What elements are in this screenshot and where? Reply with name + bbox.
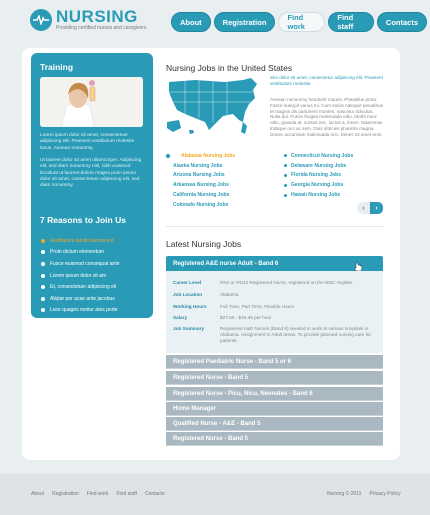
state-job-link[interactable]: Hawaii Nursing Jobs [284,190,353,200]
main-nav [171,12,430,32]
jobs-intro-text: Sim dolor sit amet, consectetur adipiscing elit. Praesent vestibulum molestie. [270,75,383,86]
reason-item[interactable]: Aliqtar per acae ante jacobus [41,293,120,305]
reasons-list [41,235,120,316]
copyright: Nursing © 2011 [327,491,362,497]
state-job-link[interactable]: Arizona Nursing Jobs [173,172,225,179]
state-job-link[interactable]: Alabama Nursing Jobs [166,151,235,161]
state-list-right [284,151,353,200]
nav-registration[interactable]: Registration [214,12,276,32]
latest-jobs-title: Latest Nursing Jobs [166,239,242,249]
reason-item[interactable]: Et, consectetuer adipiscing eli [41,281,120,293]
accordion-header-open[interactable]: Registered A&E nurse Adult - Band 6 [166,256,383,271]
section-divider [166,226,384,227]
nav-find-staff[interactable]: Find staff [328,12,374,32]
state-job-link[interactable]: Arkansas Nursing Jobs [173,182,229,189]
usa-map[interactable] [165,74,261,142]
state-job-link[interactable]: Delaware Nursing Jobs [284,161,353,171]
state-job-link[interactable]: Connecticut Nursing Jobs [284,151,353,161]
nurse-photo [40,77,143,127]
accordion-item[interactable]: Registered Nurse - Band 5 [166,371,383,385]
jobs-body-text: Aenean nonummy hendrerit mauris. Phasellus porta. Fusce suscipit varius mi. Cum sociis natoque penatibus et magnis dis parturient montes, nascetur ridiculus. Nulla dui. Fusce feugiat malesuada odio. Morbi nunc odio, gravida at, cursus nec, luctus a, lorem. Maecenas tristique orci ac sem. Duis ultricies pharetra magna. Donec accumsan malesuada orci. Donec sit amet eros. [270,97,383,137]
accordion-item[interactable]: Home Manager [166,402,383,416]
logo[interactable] [30,8,146,31]
footer-right [327,491,409,497]
nav-contacts[interactable]: Contacts [377,12,427,32]
state-pager [357,202,383,214]
state-list-left [166,151,235,210]
sidebar [31,53,153,318]
accordion-item[interactable]: Registered Nurse - Picu, Nicu, Neonates - Band 6 [166,387,383,401]
prev-arrow-icon[interactable]: ‹ [357,202,370,214]
accordion-item[interactable]: Registered Paediatric Nurse - Band 5 or 6 [166,355,383,369]
footer-link-find-work[interactable]: Find work [86,491,109,497]
brand-name: NURSING [56,7,138,26]
footer-link-find-staff[interactable]: Find staff [116,491,137,497]
state-job-link[interactable]: Florida Nursing Jobs [284,171,353,181]
training-text-1: Lorem ipsum dolor sit amet, consectetuer adipiscing elit. Praesent vestibulum molestie lacus. Aenean nonummy. [40,133,135,151]
reason-item[interactable]: Luce quages meitur ates porte [41,305,120,317]
nav-find-work[interactable]: Find work [278,12,325,32]
job-details: Career Level RN1 or RN12 Registered Nurse, registered on the NMC register Job Location Alabama Working Hours Full Time, Part Time, Flexible Hours Salary $27.60 - $46.46 per hour Job Summary Registered A&E Nurses (Band 6) needed to work at various hospitals in Alabama. Assignment in Adult areas. To provide planned nursing care for patients. [166,271,383,353]
accordion-item[interactable]: Registered Nurse - Band 5 [166,432,383,446]
footer-link-registration[interactable]: Registration [52,491,79,497]
privacy-policy-link[interactable]: Privacy Policy [369,491,401,497]
state-job-link[interactable]: Georgia Nursing Jobs [284,180,353,190]
accordion-item[interactable]: Qualified Nurse - A&E - Band 5 [166,417,383,431]
nav-about[interactable]: About [171,12,211,32]
reasons-title: 7 Reasons to Join Us [40,215,126,225]
state-job-link[interactable]: California Nursing Jobs [173,192,230,199]
training-text-2: Ut laoreet dolor sit amet ullamcorper. Adipiscing elit, sed diam nonummy nisl, nibh euismod tincidunt ut laoreet dolore magna proin ipsum dolor sit amet, consectetuer adipiscing elit, sed diam nonummy. [40,158,142,189]
footer [0,474,430,515]
header [0,0,430,42]
training-title: Training [40,62,74,72]
footer-link-contacts[interactable]: Contacts [144,491,165,497]
reason-item[interactable]: Proin dictum elementum [41,247,120,259]
footer-nav [31,491,173,497]
jobs-section-title: Nursing Jobs in the United States [166,63,293,73]
reason-item[interactable]: Lorem ipsum dolor sit am [41,270,120,282]
state-job-link[interactable]: Alaska Nursing Jobs [173,162,223,169]
next-arrow-icon[interactable]: › [370,202,383,214]
footer-link-about[interactable]: About [31,491,45,497]
brand-tagline: Providing certified nurses and caregivers [56,25,147,31]
heartbeat-logo-icon [30,9,52,31]
state-job-link[interactable]: Colorado Nursing Jobs [173,201,229,208]
reason-item[interactable]: Vestibulum iaculis lacinia est [41,235,120,247]
reason-item[interactable]: Fusce euismod consequat ante [41,258,120,270]
